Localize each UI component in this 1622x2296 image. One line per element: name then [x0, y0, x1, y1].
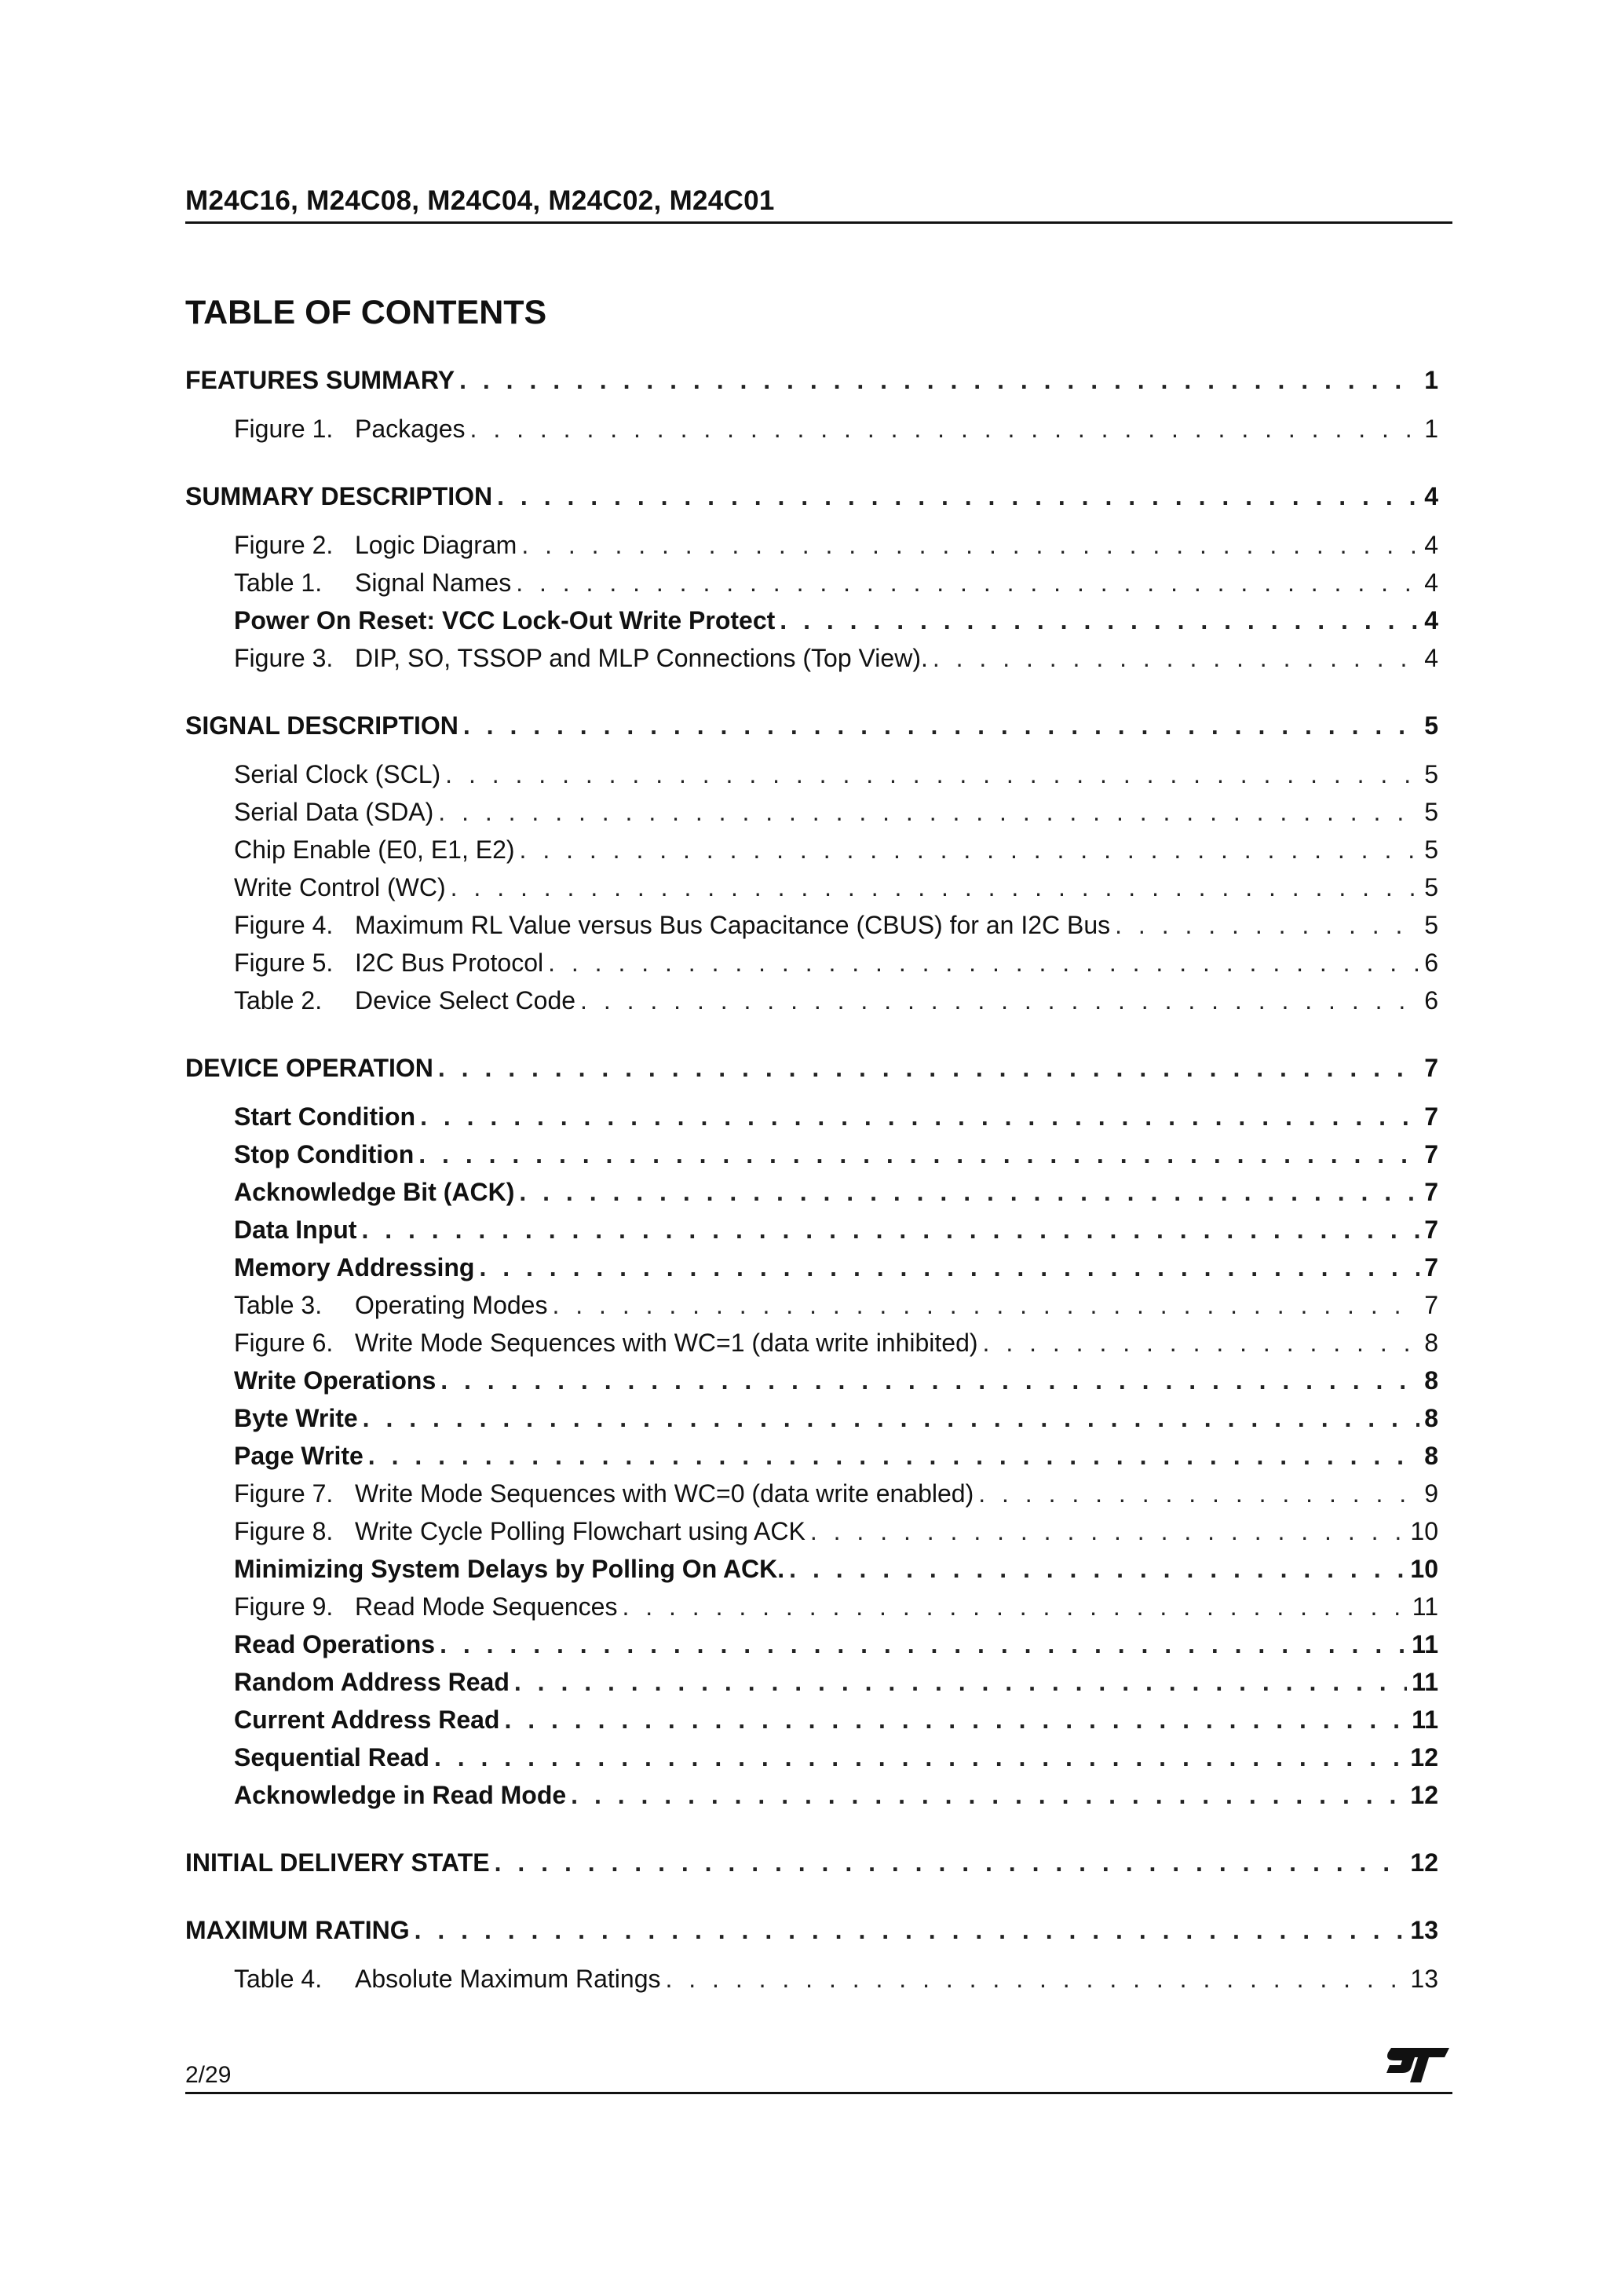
dot-leader — [571, 1776, 1405, 1814]
toc-entry-label — [234, 1249, 474, 1286]
toc-entry[interactable] — [185, 1324, 1438, 1362]
dot-leader — [933, 639, 1419, 677]
toc-page-number: 6 — [1424, 949, 1438, 977]
toc-entry-label — [234, 831, 515, 868]
toc-entry-text: Read Operations — [234, 1630, 436, 1658]
toc-entry-label — [234, 1475, 974, 1512]
toc-entry-text: Packages — [355, 415, 466, 443]
toc-entry-text: Current Address Read — [234, 1706, 500, 1734]
toc-entry-text: Power On Reset: VCC Lock-Out Write Protect — [234, 606, 776, 634]
dot-leader — [497, 477, 1419, 515]
toc-entry[interactable] — [185, 982, 1438, 1019]
toc-entry-prefix: Table 2. — [234, 986, 323, 1015]
toc-entry[interactable] — [185, 1588, 1438, 1625]
toc-entry-label — [234, 793, 433, 831]
toc-section-title: SUMMARY DESCRIPTION — [185, 482, 493, 510]
dot-leader — [438, 1049, 1419, 1087]
toc-entry-text: Byte Write — [234, 1404, 358, 1432]
toc-entry[interactable] — [185, 526, 1438, 564]
toc-entry-label — [234, 601, 775, 639]
dot-leader — [363, 1399, 1420, 1437]
dot-leader — [1115, 906, 1419, 944]
dot-leader — [519, 1173, 1419, 1211]
toc-entry-prefix: Figure 6. — [234, 1329, 334, 1357]
toc-entry-label — [234, 1625, 435, 1663]
toc-entry[interactable] — [185, 1960, 1438, 1998]
dot-leader — [520, 831, 1420, 868]
dot-leader — [440, 1625, 1407, 1663]
toc-entry-label — [234, 755, 440, 793]
toc-section-heading[interactable] — [185, 1049, 1438, 1087]
dot-leader — [548, 944, 1419, 982]
toc-entry-label — [234, 1550, 784, 1588]
toc-page-number: 5 — [1424, 711, 1438, 740]
dot-leader — [504, 1701, 1407, 1738]
toc-section-heading[interactable] — [185, 707, 1438, 744]
toc-entry-prefix: Figure 7. — [234, 1479, 334, 1508]
toc-page-number: 4 — [1424, 531, 1438, 559]
table-of-contents — [185, 361, 1438, 2027]
toc-entry-prefix: Figure 1. — [234, 415, 334, 443]
toc-page-number: 5 — [1424, 760, 1438, 788]
toc-page-number: 7 — [1424, 1054, 1438, 1082]
toc-page-number: 1 — [1424, 415, 1438, 443]
toc-entry-label — [234, 1512, 806, 1550]
toc-entry-text: Start Condition — [234, 1102, 416, 1131]
toc-section-heading[interactable] — [185, 1911, 1438, 1949]
toc-entry-text: Device Select Code — [355, 986, 576, 1015]
toc-section-title: MAXIMUM RATING — [185, 1916, 410, 1944]
toc-entry-label — [234, 1701, 499, 1738]
toc-entry[interactable] — [185, 564, 1438, 601]
toc-section-title: SIGNAL DESCRIPTION — [185, 711, 458, 740]
dot-leader — [438, 793, 1419, 831]
dot-leader — [516, 564, 1419, 601]
toc-entry-label — [234, 526, 517, 564]
toc-page-number: 11 — [1412, 1630, 1438, 1658]
toc-page-number: 11 — [1412, 1592, 1438, 1621]
toc-page-number: 11 — [1412, 1668, 1438, 1696]
toc-page-number: 6 — [1424, 986, 1438, 1015]
toc-page-number: 7 — [1424, 1178, 1438, 1206]
toc-entry-label — [234, 868, 446, 906]
toc-entry-prefix: Figure 4. — [234, 911, 334, 939]
toc-entry-text: Write Control (WC) — [234, 873, 446, 901]
dot-leader — [434, 1738, 1405, 1776]
toc-entry-text: Memory Addressing — [234, 1253, 475, 1281]
toc-entry[interactable] — [185, 410, 1438, 448]
toc-entry-label — [234, 1173, 514, 1211]
toc-entry[interactable] — [185, 1663, 1438, 1701]
toc-entry[interactable] — [185, 1286, 1438, 1324]
toc-entry[interactable] — [185, 906, 1438, 944]
dot-leader — [983, 1324, 1420, 1362]
dot-leader — [580, 982, 1419, 1019]
toc-entry-text: I2C Bus Protocol — [355, 949, 544, 977]
toc-section-heading[interactable] — [185, 477, 1438, 515]
toc-entry-label — [234, 1437, 363, 1475]
toc-page-number: 1 — [1424, 366, 1438, 394]
toc-page-number: 7 — [1424, 1140, 1438, 1168]
toc-page-number: 8 — [1424, 1404, 1438, 1432]
st-logo-icon — [1383, 2043, 1451, 2087]
dot-leader — [552, 1286, 1419, 1324]
toc-entry-text: DIP, SO, TSSOP and MLP Connections (Top View). — [355, 644, 928, 672]
toc-entry[interactable] — [185, 1135, 1438, 1173]
toc-section — [185, 1049, 1438, 1814]
toc-entry[interactable] — [185, 1738, 1438, 1776]
dot-leader — [514, 1663, 1407, 1701]
toc-page-number: 5 — [1424, 873, 1438, 901]
page-number: 2/29 — [185, 2062, 232, 2088]
toc-entry-text: Logic Diagram — [355, 531, 517, 559]
toc-entry[interactable] — [185, 1776, 1438, 1814]
toc-entry-prefix: Figure 9. — [234, 1592, 334, 1621]
toc-page-number: 12 — [1410, 1743, 1438, 1771]
toc-entry-text: Serial Clock (SCL) — [234, 760, 441, 788]
toc-entry-prefix: Table 1. — [234, 569, 323, 597]
toc-section — [185, 361, 1438, 448]
toc-page-number: 9 — [1424, 1479, 1438, 1508]
toc-entry-text: Write Operations — [234, 1366, 437, 1395]
dot-leader — [463, 707, 1419, 744]
toc-entry[interactable] — [185, 831, 1438, 868]
toc-entry-label — [234, 944, 543, 982]
toc-entry-text: Sequential Read — [234, 1743, 429, 1771]
toc-entry-text: Random Address Read — [234, 1668, 510, 1696]
toc-section-heading[interactable] — [185, 1844, 1438, 1881]
toc-entry-label — [234, 1588, 617, 1625]
toc-page-number: 10 — [1410, 1517, 1438, 1545]
toc-entry-text: Absolute Maximum Ratings — [355, 1965, 661, 1993]
toc-entry-text: Signal Names — [355, 569, 512, 597]
toc-page-number: 5 — [1424, 911, 1438, 939]
toc-page-number: 13 — [1410, 1965, 1438, 1993]
toc-entry-label — [234, 1362, 436, 1399]
dot-leader — [470, 410, 1420, 448]
toc-entry-prefix: Figure 3. — [234, 644, 334, 672]
toc-page-number: 8 — [1424, 1329, 1438, 1357]
toc-entry[interactable] — [185, 755, 1438, 793]
toc-entry-text: Serial Data (SDA) — [234, 798, 434, 826]
toc-page-number: 12 — [1410, 1848, 1438, 1877]
document-header-title: M24C16, M24C08, M24C04, M24C02, M24C01 — [185, 185, 775, 216]
toc-entry-text: Minimizing System Delays by Polling On ACK. — [234, 1555, 785, 1583]
toc-entry-text: Write Mode Sequences with WC=1 (data write inhibited) — [355, 1329, 978, 1357]
header-divider — [185, 221, 1452, 224]
toc-entry-label — [234, 410, 466, 448]
toc-entry[interactable] — [185, 944, 1438, 982]
toc-entry[interactable] — [185, 639, 1438, 677]
toc-entry-label — [234, 564, 511, 601]
toc-entry-prefix: Table 3. — [234, 1291, 323, 1319]
toc-entry-label — [234, 1960, 660, 1998]
dot-leader — [479, 1249, 1419, 1286]
toc-entry-label — [234, 1776, 566, 1814]
toc-entry-text: Write Mode Sequences with WC=0 (data write enabled) — [355, 1479, 974, 1508]
toc-entry-text: Operating Modes — [355, 1291, 548, 1319]
toc-page-number: 5 — [1424, 798, 1438, 826]
toc-entry-label — [234, 906, 1110, 944]
toc-entry-text: Page Write — [234, 1442, 363, 1470]
dot-leader — [780, 601, 1419, 639]
toc-page-number: 13 — [1410, 1916, 1438, 1944]
dot-leader — [789, 1550, 1405, 1588]
toc-entry[interactable] — [185, 1512, 1438, 1550]
toc-entry-prefix: Table 4. — [234, 1965, 323, 1993]
dot-leader — [459, 361, 1419, 399]
toc-page-number: 5 — [1424, 835, 1438, 864]
toc-page-number: 11 — [1412, 1706, 1438, 1734]
toc-entry[interactable] — [185, 1173, 1438, 1211]
toc-entry[interactable] — [185, 868, 1438, 906]
toc-entry-text: Write Cycle Polling Flowchart using ACK — [355, 1517, 806, 1545]
toc-entry-prefix: Figure 2. — [234, 531, 334, 559]
toc-entry[interactable] — [185, 1437, 1438, 1475]
toc-page-number: 4 — [1424, 644, 1438, 672]
dot-leader — [451, 868, 1420, 906]
toc-entry-text: Stop Condition — [234, 1140, 415, 1168]
toc-entry[interactable] — [185, 1550, 1438, 1588]
toc-title: TABLE OF CONTENTS — [185, 294, 547, 331]
toc-section-heading[interactable] — [185, 361, 1438, 399]
toc-entry[interactable] — [185, 1098, 1438, 1135]
toc-page-number: 8 — [1424, 1442, 1438, 1470]
toc-entry-text: Data Input — [234, 1216, 357, 1244]
toc-page-number: 12 — [1410, 1781, 1438, 1809]
toc-section-title: INITIAL DELIVERY STATE — [185, 1848, 490, 1877]
toc-page-number: 7 — [1424, 1216, 1438, 1244]
toc-entry-label — [234, 1135, 414, 1173]
dot-leader — [445, 755, 1419, 793]
toc-entry[interactable] — [185, 793, 1438, 831]
toc-entry[interactable] — [185, 1625, 1438, 1663]
dot-leader — [420, 1098, 1419, 1135]
toc-entry[interactable] — [185, 1399, 1438, 1437]
toc-section — [185, 477, 1438, 677]
toc-entry-text: Read Mode Sequences — [355, 1592, 618, 1621]
toc-entry-prefix: Figure 8. — [234, 1517, 334, 1545]
toc-entry[interactable] — [185, 1249, 1438, 1286]
toc-page-number: 7 — [1424, 1291, 1438, 1319]
dot-leader — [440, 1362, 1419, 1399]
dot-leader — [368, 1437, 1419, 1475]
toc-page-number: 8 — [1424, 1366, 1438, 1395]
toc-entry[interactable] — [185, 1362, 1438, 1399]
toc-entry-text: Acknowledge Bit (ACK) — [234, 1178, 515, 1206]
dot-leader — [418, 1135, 1419, 1173]
toc-entry-label — [234, 1324, 978, 1362]
toc-entry-label — [234, 1663, 510, 1701]
toc-entry-prefix: Figure 5. — [234, 949, 334, 977]
toc-entry-label — [234, 1211, 356, 1249]
dot-leader — [978, 1475, 1419, 1512]
dot-leader — [810, 1512, 1406, 1550]
toc-entry[interactable] — [185, 1211, 1438, 1249]
toc-section-title: FEATURES SUMMARY — [185, 366, 455, 394]
toc-entry-label — [234, 1399, 358, 1437]
toc-section — [185, 707, 1438, 1019]
toc-page-number: 10 — [1410, 1555, 1438, 1583]
toc-page-number: 7 — [1424, 1253, 1438, 1281]
toc-section-title: DEVICE OPERATION — [185, 1054, 433, 1082]
toc-section — [185, 1844, 1438, 1881]
toc-entry-label — [234, 1286, 547, 1324]
footer-divider — [185, 2092, 1452, 2094]
toc-entry-label — [234, 1738, 429, 1776]
dot-leader — [622, 1588, 1407, 1625]
toc-page-number: 4 — [1424, 569, 1438, 597]
toc-entry-label — [234, 1098, 415, 1135]
toc-entry[interactable] — [185, 601, 1438, 639]
toc-page-number: 4 — [1424, 482, 1438, 510]
toc-entry-text: Chip Enable (E0, E1, E2) — [234, 835, 515, 864]
toc-page-number: 7 — [1424, 1102, 1438, 1131]
toc-page-number: 4 — [1424, 606, 1438, 634]
dot-leader — [521, 526, 1419, 564]
dot-leader — [495, 1844, 1406, 1881]
toc-entry-label — [234, 639, 928, 677]
toc-entry-text: Acknowledge in Read Mode — [234, 1781, 567, 1809]
toc-entry[interactable] — [185, 1475, 1438, 1512]
toc-entry-label — [234, 982, 575, 1019]
dot-leader — [665, 1960, 1405, 1998]
toc-entry-text: Maximum RL Value versus Bus Capacitance (CBUS) for an I2C Bus — [355, 911, 1111, 939]
toc-entry[interactable] — [185, 1701, 1438, 1738]
toc-section — [185, 1911, 1438, 1998]
dot-leader — [361, 1211, 1419, 1249]
dot-leader — [415, 1911, 1406, 1949]
